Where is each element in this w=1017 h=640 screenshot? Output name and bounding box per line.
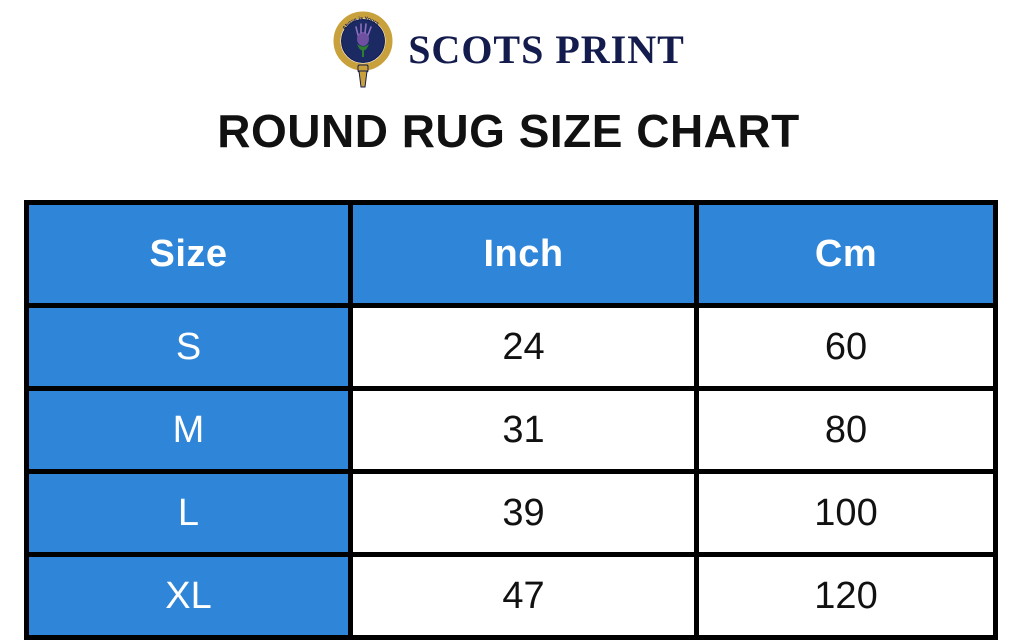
table-row (27, 389, 996, 472)
column-header-cm: Cm (697, 203, 996, 306)
cell-inch: 24 (351, 306, 697, 389)
cell-size: S (27, 306, 351, 389)
column-header-size: Size (27, 203, 351, 306)
page-title: ROUND RUG SIZE CHART (217, 105, 800, 157)
brand-header (0, 0, 1017, 92)
scottish-clan-crest-thistle-icon (332, 11, 394, 89)
size-chart-table-wrap (24, 200, 993, 640)
size-chart-table (24, 200, 998, 640)
cell-size: M (27, 389, 351, 472)
cell-inch: 39 (351, 472, 697, 555)
cell-cm: 100 (697, 472, 996, 555)
brand-name: SCOTS PRINT (408, 27, 685, 72)
table-header (27, 203, 996, 306)
table-body (27, 306, 996, 638)
table-row (27, 472, 996, 555)
table-row (27, 306, 996, 389)
cell-size: XL (27, 555, 351, 638)
cell-cm: 60 (697, 306, 996, 389)
cell-size: L (27, 472, 351, 555)
svg-text:Above is Yours: Above is Yours (341, 15, 381, 32)
table-header-row (27, 203, 996, 306)
cell-cm: 80 (697, 389, 996, 472)
cell-inch: 47 (351, 555, 697, 638)
cell-cm: 120 (697, 555, 996, 638)
cell-inch: 31 (351, 389, 697, 472)
column-header-inch: Inch (351, 203, 697, 306)
table-row (27, 555, 996, 638)
